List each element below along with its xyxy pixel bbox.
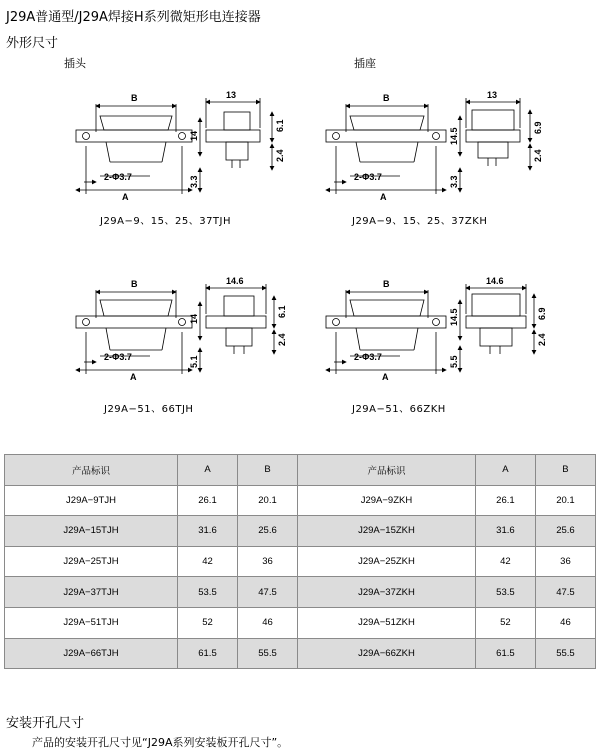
table-cell: 26.1 xyxy=(177,485,237,516)
table-cell: 36 xyxy=(535,546,595,577)
table-cell: J29A−25TJH xyxy=(5,546,178,577)
section-heading-outline: 外形尺寸 xyxy=(6,36,59,51)
table-cell: 31.6 xyxy=(475,516,535,547)
table-header-cell: 产品标识 xyxy=(298,455,476,486)
page-title: J29A普通型/J29A焊接H系列微矩形电连接器 xyxy=(6,10,261,25)
table-cell: J29A−9TJH xyxy=(5,485,178,516)
table-cell: J29A−25ZKH xyxy=(298,546,476,577)
table-cell: 52 xyxy=(177,607,237,638)
dim-a-label-4: A xyxy=(382,372,389,382)
table-header-cell: B xyxy=(535,455,595,486)
table-cell: 55.5 xyxy=(535,638,595,669)
table-cell: 52 xyxy=(475,607,535,638)
dim-hole-label-3: 2-Φ3.7 xyxy=(104,352,132,362)
socket-label: 插座 xyxy=(354,57,376,70)
dim-a-label-3: A xyxy=(130,372,137,382)
table-cell: J29A−37TJH xyxy=(5,577,178,608)
dim-h4-label-3: 5.1 xyxy=(189,355,199,368)
table-cell: 46 xyxy=(238,607,298,638)
table-cell: J29A−51ZKH xyxy=(298,607,476,638)
dim-h1-label-1: 14 xyxy=(189,130,199,141)
table-cell: J29A−37ZKH xyxy=(298,577,476,608)
dim-h2-label-3: 6.1 xyxy=(277,305,287,318)
table-cell: 53.5 xyxy=(475,577,535,608)
dim-b-label-1: B xyxy=(131,93,138,103)
table-header-row xyxy=(5,455,596,486)
table-cell: 61.5 xyxy=(177,638,237,669)
table-row xyxy=(5,638,596,669)
table-row xyxy=(5,485,596,516)
dim-h1-label-4: 14.5 xyxy=(449,308,459,326)
table-cell: 20.1 xyxy=(535,485,595,516)
table-header-cell: A xyxy=(177,455,237,486)
table-header-cell: A xyxy=(475,455,535,486)
table-cell: 20.1 xyxy=(238,485,298,516)
table-cell: 42 xyxy=(475,546,535,577)
table-cell: 55.5 xyxy=(238,638,298,669)
table-cell: 26.1 xyxy=(475,485,535,516)
table-row xyxy=(5,607,596,638)
dim-hole-label-1: 2-Φ3.7 xyxy=(104,172,132,182)
table-header-cell: B xyxy=(238,455,298,486)
table-cell: J29A−9ZKH xyxy=(298,485,476,516)
table-cell: 25.6 xyxy=(535,516,595,547)
dim-a-label-2: A xyxy=(380,192,387,202)
mounting-note: 产品的安装开孔尺寸见“J29A系列安装板开孔尺寸”。 xyxy=(32,736,289,749)
table-cell: J29A−15ZKH xyxy=(298,516,476,547)
dim-a-label-1: A xyxy=(122,192,129,202)
dim-width-label-2: 13 xyxy=(487,90,498,100)
drawing-caption-1: J29A−9、15、25、37TJH xyxy=(100,216,232,227)
dim-h2-label-4: 6.9 xyxy=(537,307,547,320)
dim-width-label-3: 14.6 xyxy=(226,276,244,286)
table-row xyxy=(5,546,596,577)
dim-h1-label-2: 14.5 xyxy=(449,127,459,145)
table-cell: J29A−15TJH xyxy=(5,516,178,547)
dim-h3-label-3: 2.4 xyxy=(277,333,287,346)
table-row xyxy=(5,516,596,547)
table-cell: 47.5 xyxy=(535,577,595,608)
table-cell: 25.6 xyxy=(238,516,298,547)
dim-h1-label-3: 14 xyxy=(189,313,199,324)
dim-h2-label-2: 6.9 xyxy=(533,121,543,134)
dim-h2-label-1: 6.1 xyxy=(275,119,285,132)
dim-h3-label-4: 2.4 xyxy=(537,333,547,346)
dim-h4-label-2: 3.3 xyxy=(449,175,459,188)
table-cell: J29A−66ZKH xyxy=(298,638,476,669)
table-cell: J29A−51TJH xyxy=(5,607,178,638)
table-cell: 42 xyxy=(177,546,237,577)
table-header-cell: 产品标识 xyxy=(5,455,178,486)
drawing-caption-2: J29A−9、15、25、37ZKH xyxy=(352,216,488,227)
dimension-table xyxy=(4,454,596,669)
table-cell: 36 xyxy=(238,546,298,577)
dim-h4-label-4: 5.5 xyxy=(449,355,459,368)
drawing-caption-4: J29A−51、66ZKH xyxy=(352,404,446,415)
table-cell: 47.5 xyxy=(238,577,298,608)
table-cell: 31.6 xyxy=(177,516,237,547)
dim-b-label-3: B xyxy=(131,279,138,289)
table-row xyxy=(5,577,596,608)
table-cell: 53.5 xyxy=(177,577,237,608)
dim-hole-label-4: 2-Φ3.7 xyxy=(354,352,382,362)
table-cell: 46 xyxy=(535,607,595,638)
dim-hole-label-2: 2-Φ3.7 xyxy=(354,172,382,182)
section-heading-mounting: 安装开孔尺寸 xyxy=(6,716,85,731)
table-cell: J29A−66TJH xyxy=(5,638,178,669)
dim-width-label-4: 14.6 xyxy=(486,276,504,286)
table-cell: 61.5 xyxy=(475,638,535,669)
dim-h3-label-2: 2.4 xyxy=(533,149,543,162)
dim-h4-label-1: 3.3 xyxy=(189,175,199,188)
dim-width-label-1: 13 xyxy=(226,90,237,100)
dim-h3-label-1: 2.4 xyxy=(275,149,285,162)
dim-b-label-4: B xyxy=(383,279,390,289)
plug-label: 插头 xyxy=(64,57,86,70)
dim-b-label-2: B xyxy=(383,93,390,103)
drawing-caption-3: J29A−51、66TJH xyxy=(104,404,194,415)
